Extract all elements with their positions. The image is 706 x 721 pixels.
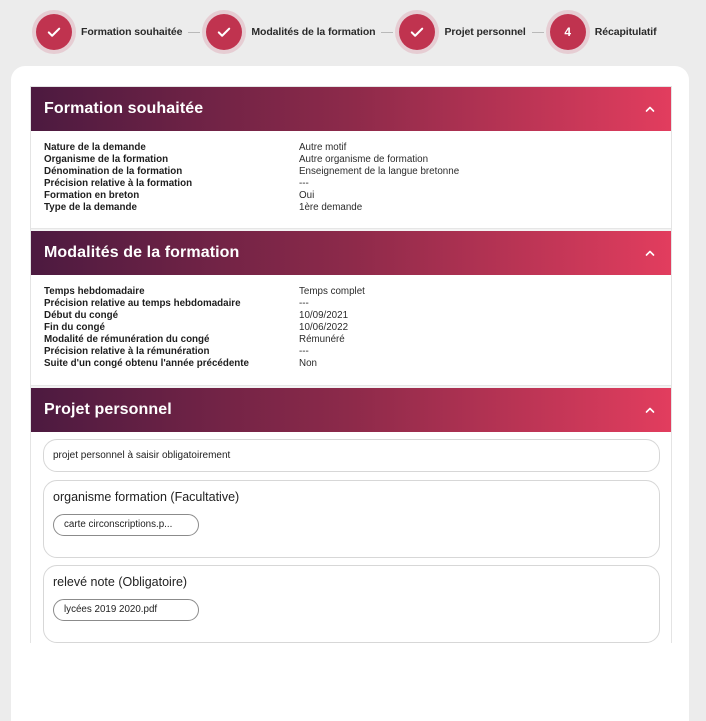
step-completed-badge bbox=[399, 14, 435, 50]
kv-value: 10/09/2021 bbox=[299, 310, 349, 321]
step-label: Modalités de la formation bbox=[251, 26, 376, 38]
kv-label: Type de la demande bbox=[44, 202, 137, 213]
kv-label: Modalité de rémunération du congé bbox=[44, 334, 210, 345]
section-header[interactable] bbox=[31, 388, 671, 432]
kv-row bbox=[44, 322, 658, 334]
kv-row bbox=[44, 166, 658, 178]
step-number-badge: 4 bbox=[550, 14, 586, 50]
kv-label: Précision relative à la rémunération bbox=[44, 346, 210, 357]
kv-label: Début du congé bbox=[44, 310, 119, 321]
kv-label: Précision relative au temps hebdomadaire bbox=[44, 298, 241, 309]
kv-label: Suite d'un congé obtenu l'année précédente bbox=[44, 358, 249, 369]
document-block bbox=[43, 565, 660, 643]
kv-value: Autre motif bbox=[299, 142, 347, 153]
step-separator bbox=[188, 32, 200, 33]
kv-row bbox=[44, 346, 658, 358]
kv-row bbox=[44, 154, 658, 166]
section-projet-personnel bbox=[31, 388, 671, 643]
recap-content bbox=[30, 86, 672, 643]
step-projet-personnel[interactable] bbox=[399, 14, 525, 50]
kv-value: Enseignement de la langue bretonne bbox=[299, 166, 460, 177]
check-icon bbox=[215, 23, 233, 41]
kv-label: Temps hebdomadaire bbox=[44, 286, 145, 297]
kv-value: Rémunéré bbox=[299, 334, 345, 345]
document-title: organisme formation (Facultative) bbox=[53, 490, 240, 504]
step-label: Formation souhaitée bbox=[81, 26, 183, 38]
section-header[interactable] bbox=[31, 87, 671, 131]
chevron-up-icon[interactable] bbox=[643, 102, 657, 116]
chevron-up-icon[interactable] bbox=[643, 403, 657, 417]
kv-row bbox=[44, 178, 658, 190]
section-title: Modalités de la formation bbox=[44, 244, 240, 261]
kv-row bbox=[44, 286, 658, 298]
projet-text-box bbox=[43, 439, 660, 472]
section-modalites-formation bbox=[31, 231, 671, 385]
step-recapitulatif[interactable] bbox=[550, 14, 657, 50]
section-formation-souhaitee bbox=[31, 87, 671, 228]
kv-label: Précision relative à la formation bbox=[44, 178, 193, 189]
section-header[interactable] bbox=[31, 231, 671, 275]
kv-label: Formation en breton bbox=[44, 190, 140, 201]
key-value-list bbox=[31, 275, 671, 385]
kv-row bbox=[44, 310, 658, 322]
kv-row bbox=[44, 358, 658, 370]
step-completed-badge bbox=[206, 14, 242, 50]
kv-label: Fin du congé bbox=[44, 322, 105, 333]
kv-value: 1ère demande bbox=[299, 202, 363, 213]
kv-row bbox=[44, 334, 658, 346]
kv-label: Organisme de la formation bbox=[44, 154, 169, 165]
file-link[interactable]: carte circonscriptions.p... bbox=[53, 514, 199, 536]
section-title: Projet personnel bbox=[44, 401, 172, 418]
step-completed-badge bbox=[36, 14, 72, 50]
kv-row bbox=[44, 298, 658, 310]
chevron-up-icon[interactable] bbox=[643, 246, 657, 260]
step-formation-souhaitee[interactable] bbox=[36, 14, 182, 50]
kv-value: Temps complet bbox=[299, 286, 365, 297]
kv-row bbox=[44, 202, 658, 214]
step-label: Récapitulatif bbox=[594, 26, 657, 38]
step-separator bbox=[381, 32, 393, 33]
step-separator bbox=[532, 32, 544, 33]
kv-label: Dénomination de la formation bbox=[44, 166, 183, 177]
kv-label: Nature de la demande bbox=[44, 142, 146, 153]
kv-value: --- bbox=[299, 178, 309, 189]
kv-row bbox=[44, 142, 658, 154]
section-title: Formation souhaitée bbox=[44, 100, 204, 117]
check-icon bbox=[408, 23, 426, 41]
document-title: relevé note (Obligatoire) bbox=[53, 575, 188, 589]
projet-text: projet personnel à saisir obligatoirement bbox=[53, 450, 231, 461]
kv-value: Autre organisme de formation bbox=[299, 154, 429, 165]
step-modalites-formation[interactable] bbox=[206, 14, 375, 50]
projet-body bbox=[31, 432, 671, 643]
kv-row bbox=[44, 190, 658, 202]
kv-value: Non bbox=[299, 358, 317, 369]
step-label: Projet personnel bbox=[444, 26, 526, 38]
file-link[interactable]: lycées 2019 2020.pdf bbox=[53, 599, 199, 621]
check-icon bbox=[45, 23, 63, 41]
kv-value: --- bbox=[299, 298, 309, 309]
kv-value: Oui bbox=[299, 190, 315, 201]
progress-stepper bbox=[36, 11, 676, 53]
kv-value: --- bbox=[299, 346, 309, 357]
key-value-list bbox=[31, 131, 671, 228]
document-block bbox=[43, 480, 660, 558]
kv-value: 10/06/2022 bbox=[299, 322, 349, 333]
